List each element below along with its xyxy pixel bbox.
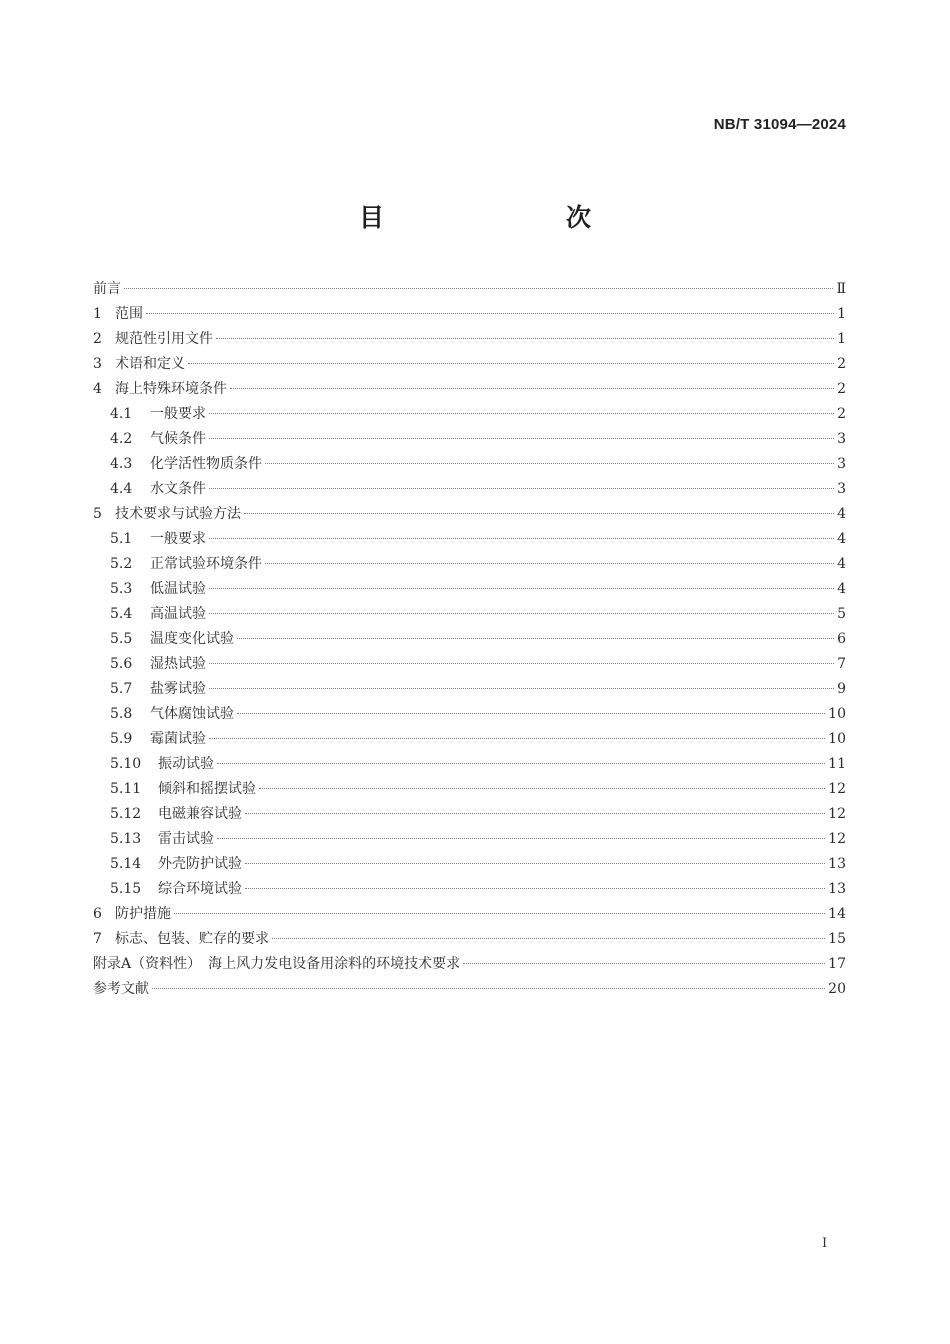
toc-entry-title: 倾斜和摇摆试验	[158, 781, 256, 797]
toc-entry-page: 5	[837, 606, 846, 622]
toc-entry[interactable]	[93, 277, 846, 302]
toc-dot-leader	[217, 763, 825, 764]
toc-entry[interactable]	[93, 877, 846, 902]
toc-entry-page: 12	[828, 831, 846, 847]
toc-entry-title: 一般要求	[150, 531, 206, 547]
toc-entry[interactable]	[93, 402, 846, 427]
toc-entry-number: 5.9	[110, 731, 133, 747]
toc-entry[interactable]	[93, 477, 846, 502]
toc-entry-page: 1	[837, 331, 846, 347]
toc-entry-number: 4.3	[110, 456, 133, 472]
toc-dot-leader	[174, 913, 825, 914]
toc-entry-number: 5.3	[110, 581, 133, 597]
toc-entry-title: 低温试验	[150, 581, 206, 597]
toc-entry-number: 5.13	[110, 831, 142, 847]
toc-entry-page: 3	[837, 431, 846, 447]
toc-entry-number: 5.10	[110, 756, 142, 772]
toc-entry-number: 4	[93, 381, 102, 397]
toc-dot-leader	[265, 463, 834, 464]
toc-entry-title: 化学活性物质条件	[150, 456, 262, 472]
toc-entry-title: 术语和定义	[115, 356, 185, 372]
toc-dot-leader	[209, 588, 834, 589]
toc-entry-page: 4	[837, 581, 846, 597]
page-number: I	[822, 1236, 828, 1251]
toc-dot-leader	[209, 413, 834, 414]
toc-entry-page: 4	[837, 556, 846, 572]
toc-dot-leader	[209, 438, 834, 439]
toc-entry[interactable]	[93, 577, 846, 602]
toc-entry-page: 2	[837, 406, 846, 422]
toc-dot-leader	[265, 563, 834, 564]
toc-entry-number: 5.7	[110, 681, 133, 697]
toc-entry-title: 盐雾试验	[150, 681, 206, 697]
toc-entry-title: 防护措施	[115, 906, 171, 922]
standard-number: NB/T 31094—2024	[713, 116, 846, 133]
toc-entry-number: 5.11	[110, 781, 142, 797]
toc-entry-title: 高温试验	[150, 606, 206, 622]
toc-entry-number: 3	[93, 356, 102, 372]
toc-entry-page: 4	[837, 531, 846, 547]
toc-dot-leader	[463, 963, 825, 964]
toc-entry-page: 10	[828, 731, 846, 747]
toc-entry-title: 气候条件	[150, 431, 206, 447]
toc-entry[interactable]	[93, 952, 846, 977]
toc-entry-page: 20	[828, 981, 846, 997]
toc-dot-leader	[245, 888, 825, 889]
toc-entry[interactable]	[93, 852, 846, 877]
toc-entry[interactable]	[93, 377, 846, 402]
toc-entry[interactable]	[93, 802, 846, 827]
toc-entry-page: Ⅱ	[836, 281, 846, 297]
toc-entry-title: 电磁兼容试验	[158, 806, 242, 822]
toc-dot-leader	[209, 738, 825, 739]
toc-entry-title: 霉菌试验	[150, 731, 206, 747]
toc-entry[interactable]	[93, 302, 846, 327]
toc-entry[interactable]	[93, 602, 846, 627]
toc-entry[interactable]	[93, 777, 846, 802]
toc-entry[interactable]	[93, 752, 846, 777]
toc-entry-page: 12	[828, 806, 846, 822]
toc-entry-page: 2	[837, 356, 846, 372]
toc-dot-leader	[209, 538, 834, 539]
toc-entry-title: 湿热试验	[150, 656, 206, 672]
toc-entry[interactable]	[93, 727, 846, 752]
toc-entry-title: 标志、包装、贮存的要求	[115, 931, 269, 947]
toc-dot-leader	[237, 638, 834, 639]
toc-entry-page: 11	[828, 756, 846, 772]
toc-dot-leader	[237, 713, 825, 714]
toc-entry-number: 5.1	[110, 531, 133, 547]
toc-entry-number: 4.2	[110, 431, 133, 447]
toc-dot-leader	[209, 613, 834, 614]
toc-entry-page: 10	[828, 706, 846, 722]
toc-entry[interactable]	[93, 702, 846, 727]
toc-entry-title: 水文条件	[150, 481, 206, 497]
toc-entry-number: 4.4	[110, 481, 133, 497]
toc-entry-title: 一般要求	[150, 406, 206, 422]
toc-entry-number: 5.15	[110, 881, 142, 897]
toc-entry-page: 13	[828, 856, 846, 872]
toc-entry-page: 4	[837, 506, 846, 522]
toc-entry-title: 规范性引用文件	[115, 331, 213, 347]
toc-entry-number: 5	[93, 506, 102, 522]
toc-dot-leader	[245, 863, 825, 864]
toc-dot-leader	[244, 513, 834, 514]
toc-dot-leader	[209, 663, 834, 664]
toc-dot-leader	[217, 838, 825, 839]
toc-entry-number: 5.6	[110, 656, 133, 672]
toc-entry[interactable]	[93, 902, 846, 927]
page-title: 目 次	[358, 203, 635, 232]
toc-entry-number: 7	[93, 931, 102, 947]
toc-entry[interactable]	[93, 427, 846, 452]
toc-entry-title: 海上特殊环境条件	[115, 381, 227, 397]
toc-dot-leader	[124, 288, 833, 289]
toc-entry-page: 3	[837, 481, 846, 497]
toc-entry[interactable]	[93, 527, 846, 552]
toc-entry-number: 2	[93, 331, 102, 347]
toc-entry-number: 5.4	[110, 606, 133, 622]
toc-entry-title: 前言	[93, 281, 121, 297]
toc-entry-number: 5.8	[110, 706, 133, 722]
toc-entry-page: 17	[828, 956, 846, 972]
toc-entry[interactable]	[93, 627, 846, 652]
toc-entry-page: 15	[828, 931, 846, 947]
toc-dot-leader	[209, 688, 834, 689]
toc-entry-page: 9	[837, 681, 846, 697]
toc-dot-leader	[272, 938, 825, 939]
toc-entry-page: 13	[828, 881, 846, 897]
toc-entry[interactable]	[93, 927, 846, 952]
toc-entry[interactable]	[93, 452, 846, 477]
toc-entry-title: 范围	[115, 306, 143, 322]
toc-entry-page: 12	[828, 781, 846, 797]
toc-dot-leader	[259, 788, 825, 789]
toc-entry-number: 4.1	[110, 406, 133, 422]
toc-entry-title: 附录A（资料性） 海上风力发电设备用涂料的环境技术要求	[93, 956, 461, 972]
toc-entry-title: 技术要求与试验方法	[115, 506, 241, 522]
toc-dot-leader	[230, 388, 834, 389]
toc-entry-title: 气体腐蚀试验	[150, 706, 234, 722]
toc-entry[interactable]	[93, 352, 846, 377]
toc-entry-number: 5.12	[110, 806, 142, 822]
toc-entry[interactable]	[93, 977, 846, 1002]
toc-entry[interactable]	[93, 652, 846, 677]
toc-dot-leader	[152, 988, 825, 989]
toc-entry-number: 5.5	[110, 631, 133, 647]
toc-entry-title: 综合环境试验	[158, 881, 242, 897]
toc-entry-page: 3	[837, 456, 846, 472]
toc-entry-title: 振动试验	[158, 756, 214, 772]
toc-entry-title: 雷击试验	[158, 831, 214, 847]
toc-entry[interactable]	[93, 827, 846, 852]
toc-dot-leader	[209, 488, 834, 489]
toc-entry-title: 参考文献	[93, 981, 149, 997]
toc-entry-page: 1	[837, 306, 846, 322]
toc-entry-number: 5.2	[110, 556, 133, 572]
toc-dot-leader	[245, 813, 825, 814]
toc-dot-leader	[188, 363, 834, 364]
toc-dot-leader	[216, 338, 834, 339]
toc-entry-page: 14	[828, 906, 846, 922]
toc-entry-page: 2	[837, 381, 846, 397]
toc-entry-title: 温度变化试验	[150, 631, 234, 647]
toc-entry-page: 6	[837, 631, 846, 647]
toc-entry[interactable]	[93, 327, 846, 352]
toc-entry-number: 5.14	[110, 856, 142, 872]
toc-entry-number: 6	[93, 906, 102, 922]
toc-dot-leader	[146, 313, 834, 314]
toc-entry[interactable]	[93, 502, 846, 527]
toc-entry-title: 正常试验环境条件	[150, 556, 262, 572]
toc-entry-title: 外壳防护试验	[158, 856, 242, 872]
toc-entry[interactable]	[93, 552, 846, 577]
toc-entry-page: 7	[837, 656, 846, 672]
table-of-contents	[93, 277, 846, 1002]
toc-entry[interactable]	[93, 677, 846, 702]
toc-entry-number: 1	[93, 306, 102, 322]
